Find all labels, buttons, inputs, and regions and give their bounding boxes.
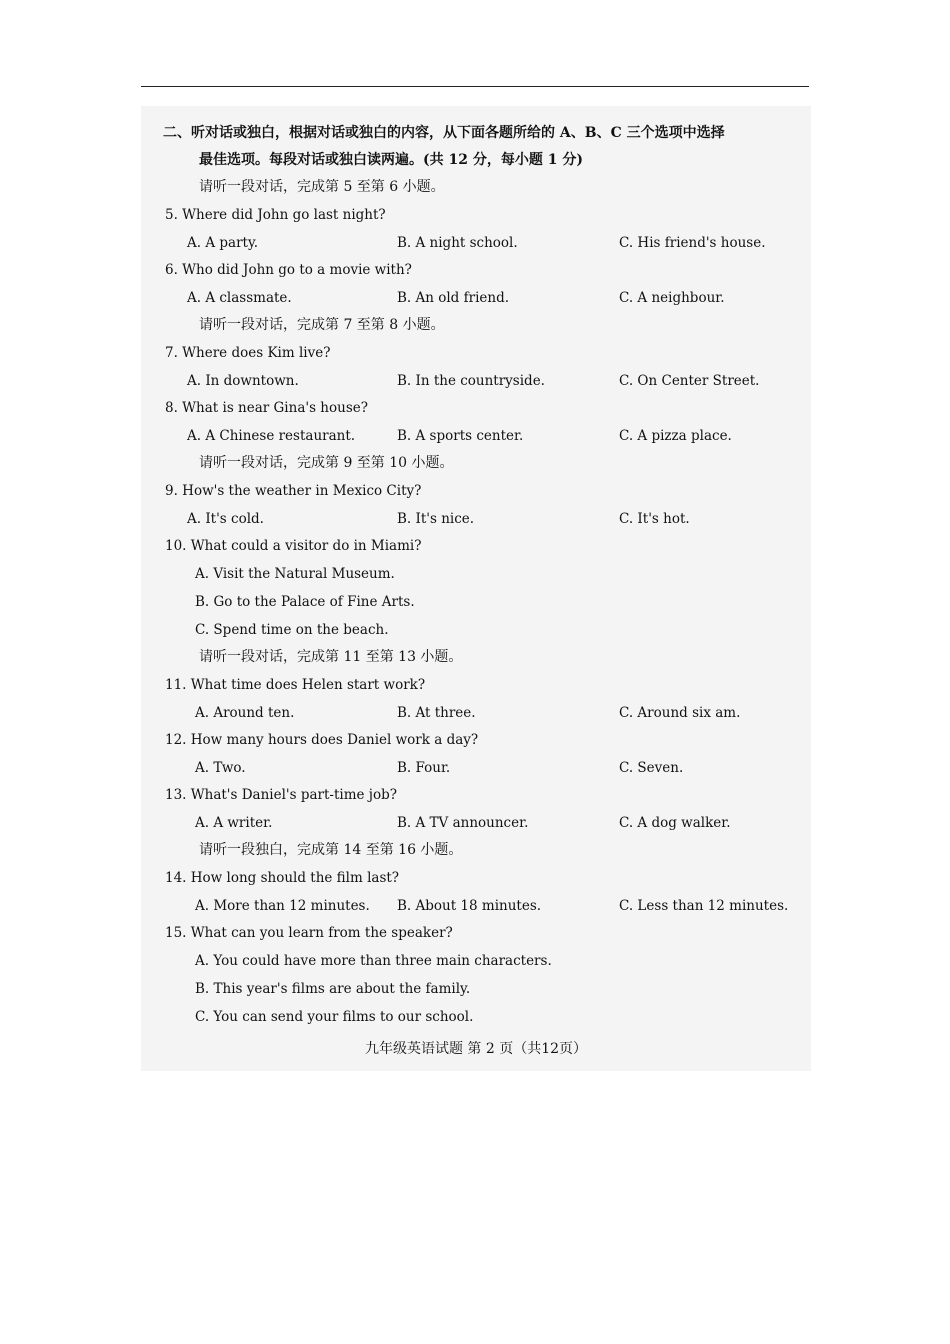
instruction: 请听一段独白，完成第 14 至第 16 小题。 [199, 842, 463, 858]
question-11: 11. What time does Helen start work? [165, 677, 426, 693]
option-a: A. It's cold. [187, 511, 264, 527]
option-a: A. In downtown. [187, 373, 299, 389]
option-c: C. Spend time on the beach. [195, 622, 389, 638]
option-b: B. It's nice. [397, 511, 475, 527]
section-title-line2: 最佳选项。每段对话或独白读两遍。(共 12 分，每小题 1 分) [199, 152, 583, 168]
option-c: C. A neighbour. [619, 290, 725, 306]
option-a: A. A party. [187, 235, 259, 251]
option-b: B. A TV announcer. [397, 815, 529, 831]
question-15: 15. What can you learn from the speaker? [165, 925, 453, 941]
page-footer: 九年级英语试题 第 2 页（共12页） [364, 1041, 588, 1057]
question-8: 8. What is near Gina's house? [165, 400, 368, 416]
option-c: C. Around six am. [619, 705, 741, 721]
question-6: 6. Who did John go to a movie with? [165, 262, 412, 278]
instruction: 请听一段对话，完成第 5 至第 6 小题。 [199, 179, 445, 195]
instruction: 请听一段对话，完成第 9 至第 10 小题。 [199, 455, 454, 471]
option-c: C. It's hot. [619, 511, 690, 527]
option-b: B. A night school. [397, 235, 518, 251]
option-b: B. A sports center. [397, 428, 524, 444]
instruction: 请听一段对话，完成第 11 至第 13 小题。 [199, 649, 463, 665]
option-a: A. Around ten. [195, 705, 295, 721]
instruction: 请听一段对话，完成第 7 至第 8 小题。 [199, 317, 445, 333]
option-c: C. You can send your films to our school. [195, 1009, 474, 1025]
option-a: A. Visit the Natural Museum. [195, 566, 395, 582]
question-13: 13. What's Daniel's part-time job? [165, 787, 398, 803]
option-a: A. You could have more than three main characters. [195, 953, 552, 969]
option-b: B. An old friend. [397, 290, 510, 306]
option-b: B. About 18 minutes. [397, 898, 542, 914]
question-9: 9. How's the weather in Mexico City? [165, 483, 422, 499]
option-a: A. A classmate. [187, 290, 292, 306]
option-c: C. A pizza place. [619, 428, 732, 444]
option-c: C. Seven. [619, 760, 684, 776]
option-b: B. Go to the Palace of Fine Arts. [195, 594, 415, 610]
top-rule [141, 86, 809, 87]
exam-page [141, 106, 811, 1071]
option-a: A. A writer. [195, 815, 273, 831]
option-c: C. A dog walker. [619, 815, 731, 831]
option-a: A. More than 12 minutes. [195, 898, 370, 914]
question-7: 7. Where does Kim live? [165, 345, 331, 361]
option-a: A. A Chinese restaurant. [187, 428, 356, 444]
option-b: B. At three. [397, 705, 476, 721]
option-b: B. This year's films are about the family. [195, 981, 471, 997]
section-title-line1: 二、听对话或独白，根据对话或独白的内容，从下面各题所给的 A、B、C 三个选项中选择 [163, 125, 725, 141]
question-5: 5. Where did John go last night? [165, 207, 386, 223]
option-b: B. In the countryside. [397, 373, 545, 389]
option-c: C. His friend's house. [619, 235, 766, 251]
option-b: B. Four. [397, 760, 451, 776]
question-10: 10. What could a visitor do in Miami? [165, 538, 422, 554]
option-c: C. Less than 12 minutes. [619, 898, 789, 914]
option-a: A. Two. [195, 760, 246, 776]
question-14: 14. How long should the film last? [165, 870, 400, 886]
option-c: C. On Center Street. [619, 373, 760, 389]
question-12: 12. How many hours does Daniel work a day? [165, 732, 479, 748]
